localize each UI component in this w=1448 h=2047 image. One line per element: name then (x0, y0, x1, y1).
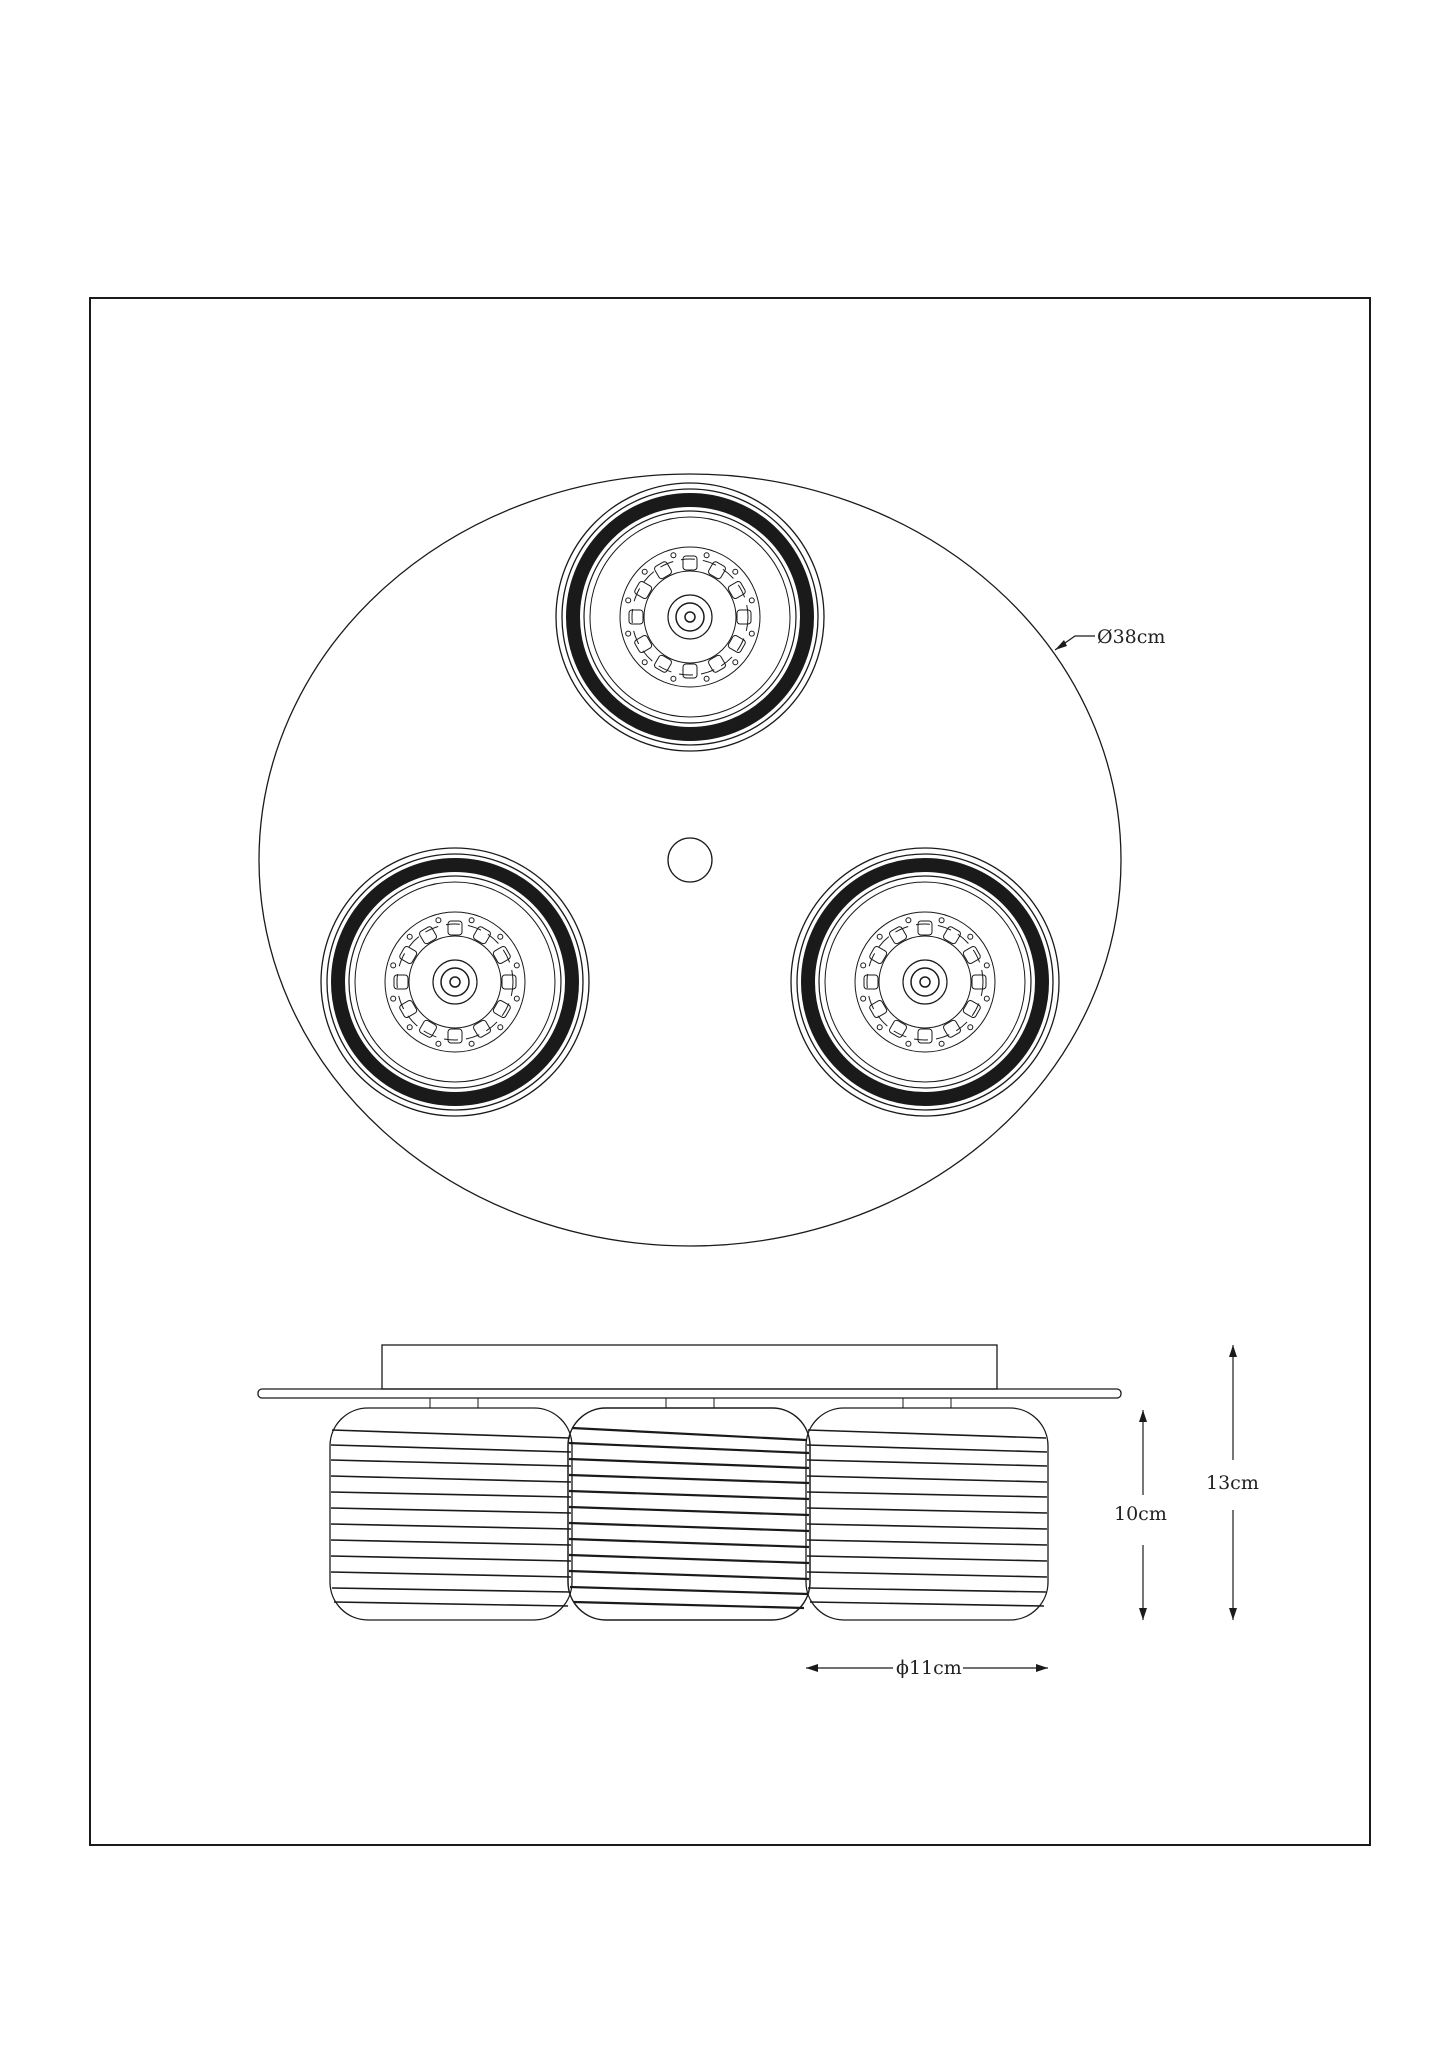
reflector-cell (888, 1019, 907, 1038)
reflector-dot (498, 934, 503, 939)
shade-ribs-middle (569, 1428, 809, 1608)
reflector-dot (671, 676, 676, 681)
reflector-dot (877, 934, 882, 939)
canopy (382, 1345, 997, 1389)
reflector-cell (727, 634, 746, 653)
reflector-dot (498, 1025, 503, 1030)
reflector-dot (514, 963, 519, 968)
reflector-dot (906, 918, 911, 923)
reflector-dot (906, 1041, 911, 1046)
reflector-cell (918, 1029, 932, 1043)
diameter-label: Ø38cm (1097, 626, 1166, 648)
shade-ribs-left (331, 1430, 571, 1606)
reflector-dot (704, 676, 709, 681)
reflector-dot (436, 1041, 441, 1046)
reflector-cell (737, 610, 751, 624)
connector-right (903, 1398, 951, 1408)
reflector-cell (448, 921, 462, 935)
drawing-frame (90, 298, 1370, 1845)
reflector-cell (502, 975, 516, 989)
connector-left (430, 1398, 478, 1408)
reflector-dot (984, 963, 989, 968)
reflector-dot (407, 1025, 412, 1030)
reflector-cell (869, 945, 888, 964)
reflector-cell (653, 654, 672, 673)
top-view (259, 474, 1121, 1246)
side-plate (258, 1389, 1121, 1398)
reflector-cell (888, 926, 907, 945)
reflector-cell (492, 999, 511, 1018)
reflector-cell (634, 580, 653, 599)
reflector-cell (448, 1029, 462, 1043)
reflector-cell (399, 945, 418, 964)
spot-top (556, 483, 824, 751)
reflector-dot (749, 631, 754, 636)
reflector-dot (861, 996, 866, 1001)
spot-right (791, 848, 1059, 1116)
shade-height-label: 10cm (1114, 1503, 1167, 1525)
reflector-dot (642, 569, 647, 574)
reflector-dot (968, 1025, 973, 1030)
reflector-dot (436, 918, 441, 923)
reflector-cell (418, 1019, 437, 1038)
reflector-cell (727, 580, 746, 599)
base-plate (259, 474, 1121, 1246)
reflector-cell (864, 975, 878, 989)
reflector-cell (683, 556, 697, 570)
diameter-arrowhead (1055, 640, 1067, 650)
reflector-dot (939, 918, 944, 923)
reflector-dot (626, 631, 631, 636)
reflector-dot (626, 598, 631, 603)
reflector-dot (671, 553, 676, 558)
reflector-dot (469, 1041, 474, 1046)
reflector-dot (469, 918, 474, 923)
reflector-dot (877, 1025, 882, 1030)
reflector-cell (962, 999, 981, 1018)
reflector-dot (642, 660, 647, 665)
reflector-cell (394, 975, 408, 989)
reflector-dot (733, 660, 738, 665)
reflector-dot (749, 598, 754, 603)
reflector-dot (861, 963, 866, 968)
reflector-cell (683, 664, 697, 678)
reflector-cell (492, 945, 511, 964)
connector-middle (666, 1398, 714, 1408)
reflector-cell (653, 561, 672, 580)
reflector-dot (391, 963, 396, 968)
reflector-dot (391, 996, 396, 1001)
shade-diameter-label: ϕ11cm (896, 1657, 962, 1679)
total-height-label: 13cm (1206, 1472, 1259, 1494)
side-view (258, 1345, 1237, 1672)
reflector-dot (968, 934, 973, 939)
center-screw (668, 838, 712, 882)
reflector-dot (939, 1041, 944, 1046)
reflector-dot (514, 996, 519, 1001)
reflector-cell (972, 975, 986, 989)
spot-left (321, 848, 589, 1116)
reflector-cell (418, 926, 437, 945)
shade-ribs-right (807, 1430, 1047, 1606)
reflector-cell (918, 921, 932, 935)
reflector-dot (704, 553, 709, 558)
reflector-dot (733, 569, 738, 574)
reflector-cell (962, 945, 981, 964)
reflector-dot (407, 934, 412, 939)
reflector-cell (629, 610, 643, 624)
reflector-dot (984, 996, 989, 1001)
